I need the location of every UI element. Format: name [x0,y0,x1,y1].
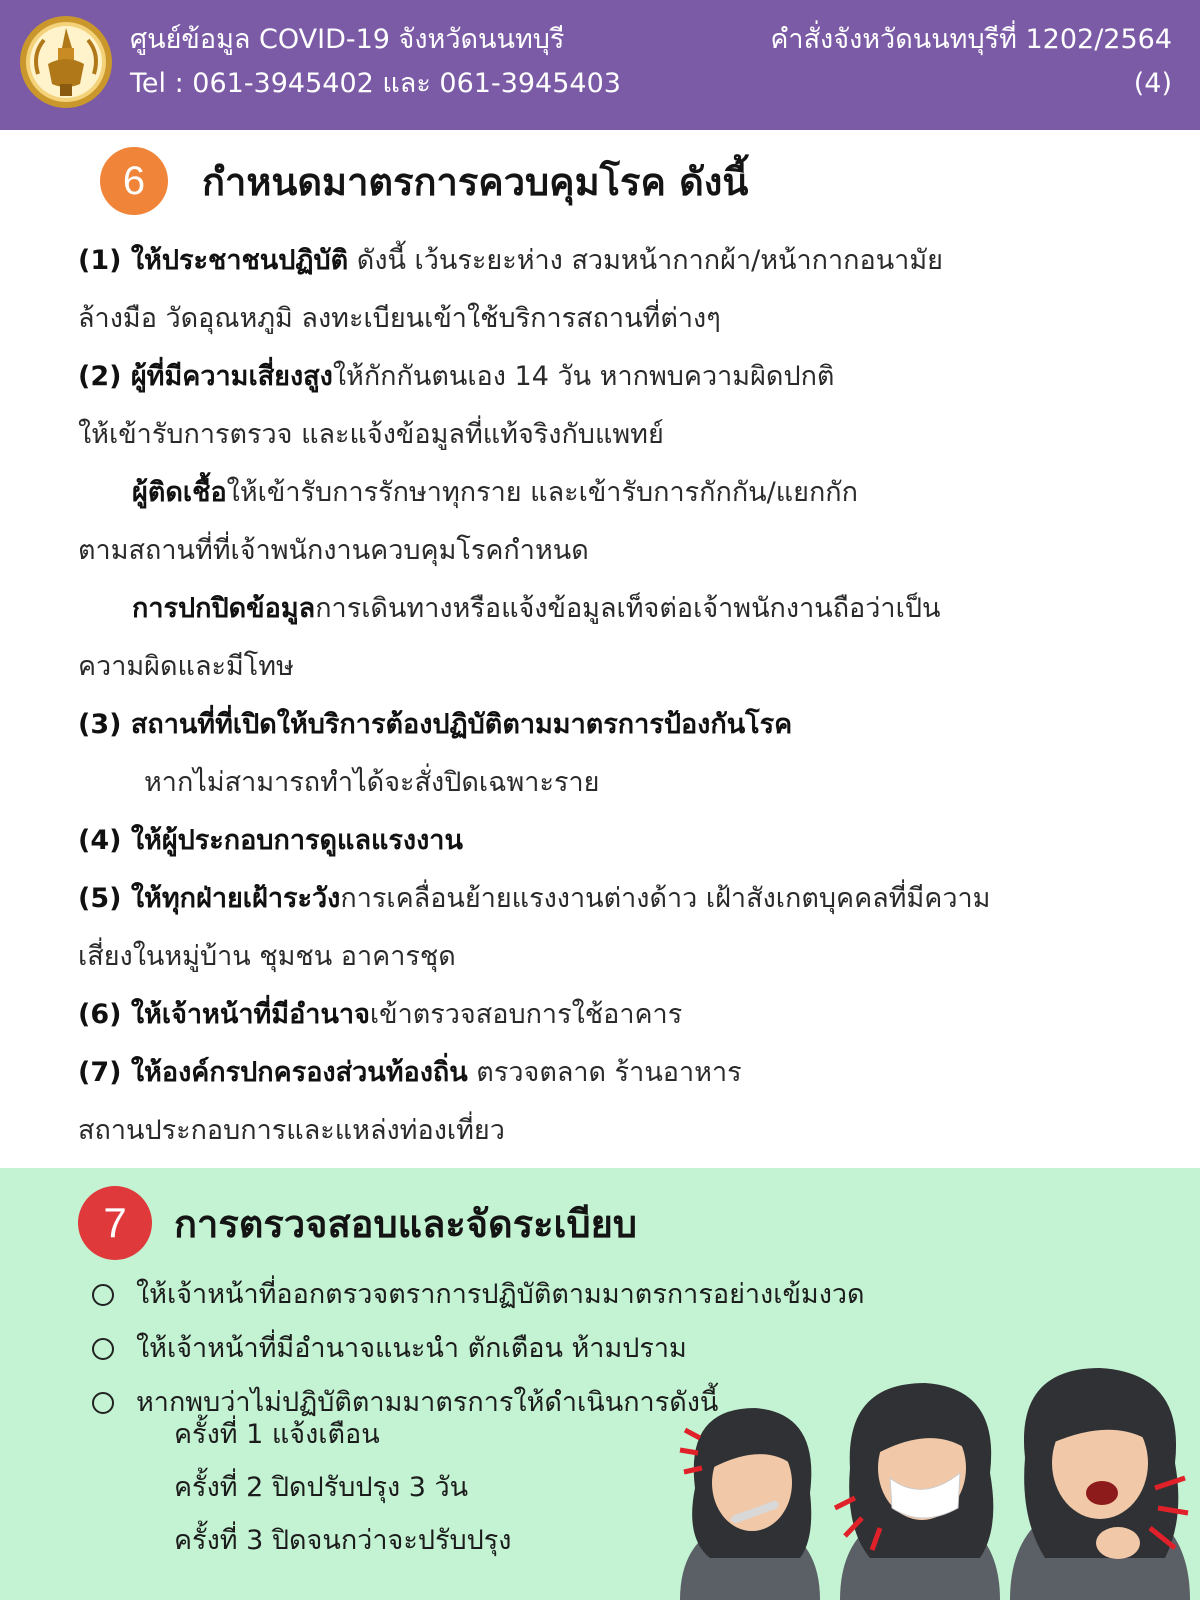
section6-body [78,232,1168,1160]
section6-heading [100,146,748,216]
measure-line: สถานประกอบการและแหล่งท่องเที่ยว [78,1115,505,1146]
woman-sneezing-2-icon [835,1383,1000,1600]
measure-line: ล้างมือ วัดอุณหภูมิ ลงทะเบียนเข้าใช้บริการสถานที่ต่างๆ [78,303,721,334]
penalty-steps [174,1408,511,1567]
section7-panel [0,1168,1200,1600]
phone-numbers: Tel : 061-3945402 และ 061-3945403 [130,68,621,99]
province-seal-icon [18,14,114,110]
measure-line: ให้เข้ารับการตรวจ และแจ้งข้อมูลที่แท้จริงกับแพทย์ [78,419,664,450]
measure-line: เสี่ยงในหมู่บ้าน ชุมชน อาคารชุด [78,941,456,972]
measure-line: (3) สถานที่ที่เปิดให้บริการต้องปฏิบัติตามมาตรการป้องกันโรค [78,709,793,740]
order-number: คำสั่งจังหวัดนนทบุรีที่ 1202/2564 [770,24,1172,55]
measure-line: (4) ให้ผู้ประกอบการดูแลแรงงาน [78,825,463,856]
measure-line: (2) ผู้ที่มีความเสี่ยงสูงให้กักกันตนเอง 14 วัน หากพบความผิดปกติ [78,361,835,392]
page-number: (4) [1133,68,1172,99]
section7-number-badge: 7 [78,1186,152,1260]
list-item: หากพบว่าไม่ปฏิบัติตามมาตรการให้ดำเนินการดังนี้ [92,1376,865,1430]
list-item: ให้เจ้าหน้าที่ออกตรวจตราการปฏิบัติตามมาตรการอย่างเข้มงวด [92,1268,865,1322]
header-bar [0,0,1200,130]
section7-heading [78,1186,637,1260]
penalty-step: ครั้งที่ 1 แจ้งเตือน [174,1419,380,1450]
measure-line: ความผิดและมีโทษ [78,651,294,682]
penalty-step: ครั้งที่ 3 ปิดจนกว่าจะปรับปรุง [174,1525,512,1556]
measure-line: (7) ให้องค์กรปกครองส่วนท้องถิ่น ตรวจตลาด ร้านอาหาร [78,1057,742,1088]
bullet-circle-icon [92,1284,114,1306]
list-item: ให้เจ้าหน้าที่มีอำนาจแนะนำ ตักเตือน ห้ามปราม [92,1322,865,1376]
measure-line: (5) ให้ทุกฝ่ายเฝ้าระวังการเคลื่อนย้ายแรงงานต่างด้าว เฝ้าสังเกตบุคคลที่มีความ [78,883,991,914]
center-name: ศูนย์ข้อมูล COVID-19 จังหวัดนนทบุรี [130,24,565,55]
section6-title: กำหนดมาตรการควบคุมโรค ดังนี้ [202,159,749,204]
measure-line: ตามสถานที่ที่เจ้าพนักงานควบคุมโรคกำหนด [78,535,589,566]
bullet-circle-icon [92,1392,114,1414]
woman-sneezing-1-icon [680,1408,820,1600]
section6-number-badge: 6 [100,147,168,215]
measure-line: ผู้ติดเชื้อให้เข้ารับการรักษาทุกราย และเข้ารับการกักกัน/แยกกัก [132,477,858,508]
measure-line: หากไม่สามารถทำได้จะสั่งปิดเฉพาะราย [144,767,600,798]
woman-coughing-icon [1010,1368,1190,1600]
sick-women-illustration [640,1368,1200,1600]
measure-line: การปกปิดข้อมูลการเดินทางหรือแจ้งข้อมูลเท็จต่อเจ้าพนักงานถือว่าเป็น [132,593,941,624]
measure-line: (1) ให้ประชาชนปฏิบัติ ดังนี้ เว้นระยะห่าง สวมหน้ากากผ้า/หน้ากากอนามัย [78,245,943,276]
penalty-step: ครั้งที่ 2 ปิดปรับปรุง 3 วัน [174,1472,469,1503]
bullet-circle-icon [92,1338,114,1360]
measure-line: (6) ให้เจ้าหน้าที่มีอำนาจเข้าตรวจสอบการใช้อาคาร [78,999,683,1030]
section7-title: การตรวจสอบและจัดระเบียบ [174,1201,638,1246]
